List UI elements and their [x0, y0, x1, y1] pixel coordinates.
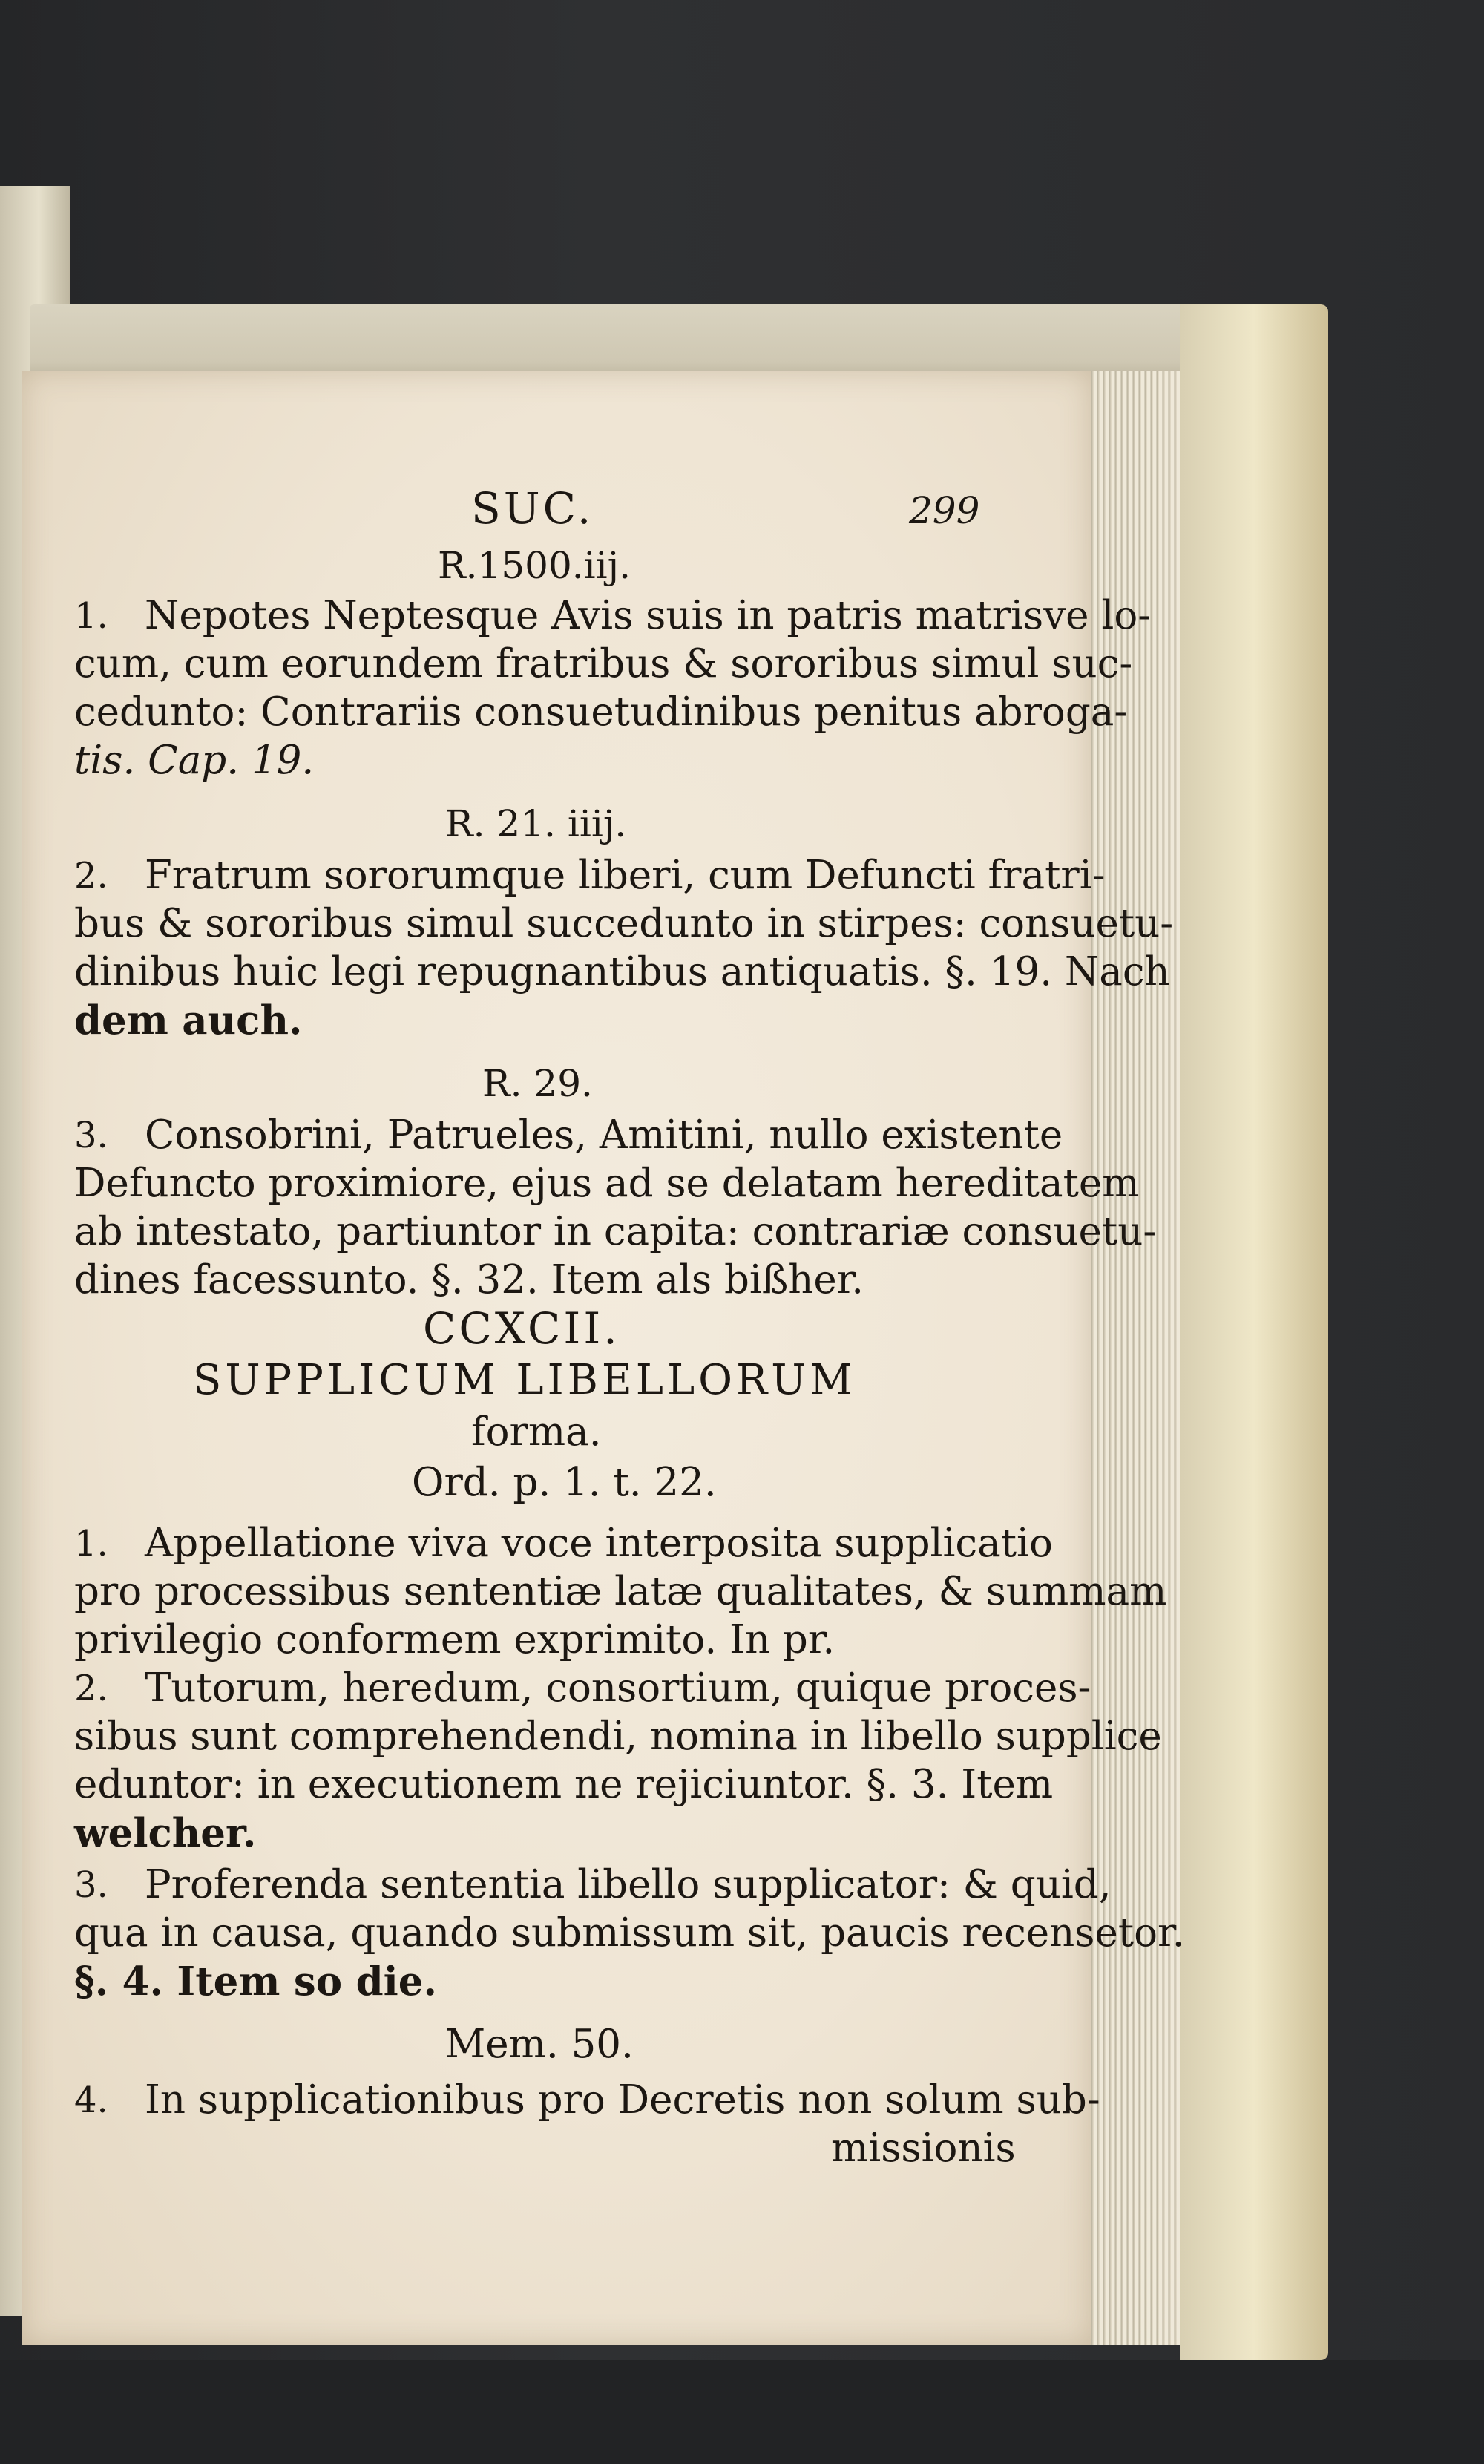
memo-ref: Mem. 50.: [445, 2022, 634, 2067]
item-number: 2.: [74, 855, 108, 897]
text-line: dinibus huic legi repugnantibus antiquatis. §. 19. Nach: [74, 949, 1170, 995]
text-line: Nepotes Neptesque Avis suis in patris matrisve lo-: [145, 593, 1152, 638]
text-line: eduntor: in executionem ne rejiciuntor. §. 3. Item: [74, 1762, 1054, 1807]
section-ref: R. 29.: [482, 1062, 593, 1105]
item-number: 2.: [74, 1668, 108, 1709]
text-line: tis. Cap. 19.: [74, 738, 315, 783]
section-ref: R. 21. iiij.: [445, 802, 627, 845]
text-line: Appellatione viva voce interposita supplicatio: [145, 1521, 1053, 1566]
text-line: Tutorum, heredum, consortium, quique proces-: [145, 1665, 1091, 1711]
page-number: 299: [909, 489, 980, 532]
item-number: 3.: [74, 1864, 108, 1906]
text-line: privilegio conformem exprimito. In pr.: [74, 1617, 835, 1662]
text-line: Fratrum sororumque liberi, cum Defuncti fratri-: [145, 853, 1106, 898]
book-page: [22, 371, 1185, 2345]
running-head-title: SUC.: [471, 483, 594, 534]
chapter-numeral: CCXCII.: [423, 1303, 620, 1354]
text-line: dines facessunto. §. 32. Item als bißher.: [74, 1257, 864, 1303]
text-line: sibus sunt comprehendendi, nomina in libello supplice: [74, 1714, 1162, 1759]
text-line: Proferenda sententia libello supplicator: & quid,: [145, 1862, 1112, 1907]
chapter-subtitle: forma.: [471, 1409, 602, 1455]
chapter-ref: Ord. p. 1. t. 22.: [412, 1460, 717, 1505]
item-number: 4.: [74, 2080, 108, 2121]
text-line: qua in causa, quando submissum sit, paucis recensetor.: [74, 1910, 1185, 1956]
chapter-title: SUPPLICUM LIBELLORUM: [193, 1356, 856, 1404]
text-line: cedunto: Contrariis consuetudinibus penitus abroga-: [74, 689, 1128, 735]
text-line: pro processibus sententiæ latæ qualitates, & summam: [74, 1569, 1167, 1614]
text-line: ab intestato, partiuntor in capita: contrariæ consuetu-: [74, 1209, 1157, 1254]
background-bottom: [0, 2360, 1484, 2464]
section-ref: R.1500.iij.: [438, 544, 631, 587]
book-cover-right: [1180, 304, 1328, 2360]
item-number: 1.: [74, 595, 108, 637]
text-line: welcher.: [74, 1810, 257, 1856]
page-text: [22, 371, 1185, 2345]
text-line: cum, cum eorundem fratribus & sororibus simul suc-: [74, 641, 1133, 687]
text-line: §. 4. Item so die.: [74, 1959, 437, 2005]
text-line: In supplicationibus pro Decretis non solum sub-: [145, 2077, 1100, 2123]
text-line: bus & sororibus simul succedunto in stirpes: consuetu-: [74, 901, 1174, 946]
item-number: 3.: [74, 1115, 108, 1156]
item-number: 1.: [74, 1523, 108, 1564]
text-line: Consobrini, Patrueles, Amitini, nullo existente: [145, 1113, 1063, 1158]
text-line: dem auch.: [74, 997, 303, 1043]
catchword: missionis: [831, 2126, 1016, 2171]
text-line: Defuncto proximiore, ejus ad se delatam hereditatem: [74, 1161, 1140, 1206]
